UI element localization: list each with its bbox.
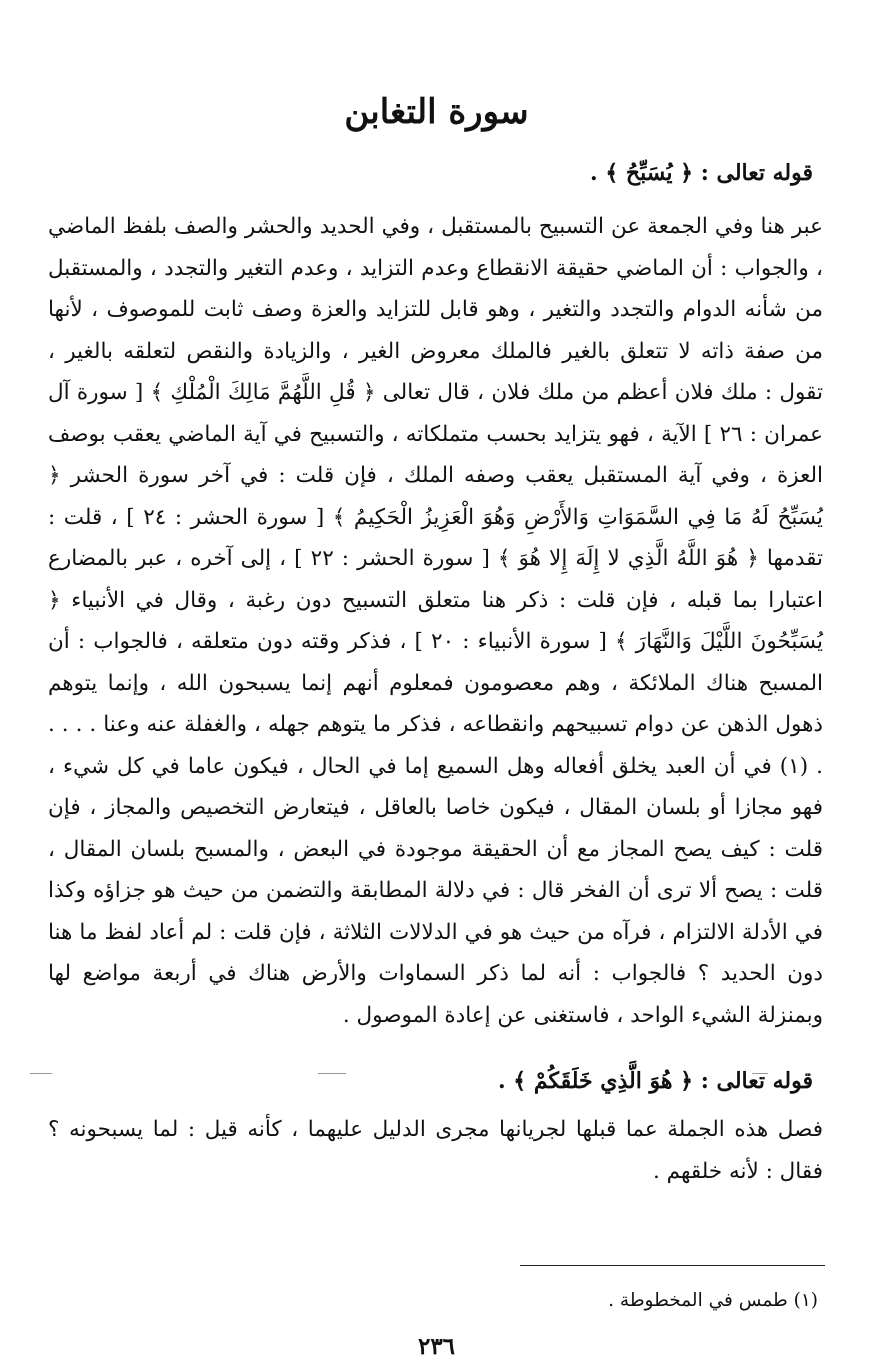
paragraph-text: عبر هنا وفي الجمعة عن التسبيح بالمستقبل ، وفي الحديد والحشر والصف بلفظ الماضي ، والجواب : أن الماضي حقيقة الانقطاع وعدم التزايد ، وعدم التغير والتجدد ، والمستقبل من شأنه الدوام والتجدد والتغير ، وهو قابل للتزايد والعزة وصف ثابت للموصوف ، لأنها من صفة ذاته لا تتعلق بالغير فالملك معروض الغير ، والزيادة والنقص لتعلقه بالغير ، تقول : ملك فلان أعظم من ملك فلان ، قال تعالى ﴿ قُلِ اللَّهُمَّ مَالِكَ الْمُلْكِ ﴾ [ سورة آل عمران : ٢٦ ] الآية ، فهو يتزايد بحسب متملكاته ، والتسبيح في آية الماضي يعقب بوصف العزة ، وفي آية المستقبل يعقب وصفه الملك ، فإن قلت : في آخر سورة الحشر ﴿ يُسَبِّحُ لَهُ مَا فِي السَّمَوَاتِ وَالأَرْضِ وَهُوَ الْعَزِيزُ الْحَكِيمُ ﴾ [ سورة الحشر : ٢٤ ] ، قلت : تقدمها ﴿ هُوَ اللَّهُ الَّذِي لا إِلَهَ إِلا هُوَ ﴾ [ سورة الحشر : ٢٢ ] ، إلى آخره ، عبر بالمضارع اعتبارا بما قبله ، فإن قلت : ذكر هنا متعلق التسبيح دون رغبة ، وقال في الأنبياء ﴿ يُسَبِّحُونَ اللَّيْلَ وَالنَّهَارَ ﴾ [ سورة الأنبياء : ٢٠ ] ، فذكر وقته دون متعلقه ، فالجواب : أن المسبح هناك الملائكة ، وهم معصومون فمعلوم أنهم إنما يسبحون الله ، وإنما يتوهم ذهول الذهن عن دوام تسبيحهم وانقطاعه ، فذكر ما يتوهم جهله ، والغفلة عنه وعنا . . . . . (١) في أن العبد يخلق أفعاله وهل السميع إما في الحال ، فيكون عاما في كل شيء ، فهو مجازا أو بلسان المقال ، فيكون خاصا بالعاقل ، فيتعارض التخصيص والمجاز ، فإن قلت : كيف يصح المجاز مع أن الحقيقة موجودة في البعض ، والمسبح بلسان المقال ، قلت : يصح ألا ترى أن الفخر قال : في دلالة المطابقة والتضمن من حيث هو جزاؤه وكذا في الأدلة الالتزام ، فرآه من حيث هو في الدلالات الثلاثة ، فإن قلت : لم أعاد لفظ ما هنا دون الحديد ؟ فالجواب : أنه لما ذكر السماوات والأرض هناك في أربعة مواضع لها وبمنزلة الشيء الواحد ، فاستغنى عن إعادة الموصول . [48, 214, 824, 1028]
verse-lead-yusabbihu: قوله تعالى : ﴿ يُسَبِّحُ ﴾ . [590, 160, 813, 186]
decorative-dash [30, 1073, 52, 1074]
page-number: ٢٣٦ [417, 1333, 456, 1360]
surah-title: سورة التغابن [344, 92, 529, 132]
paragraph-text: فصل هذه الجملة عما قبلها لجريانها مجرى الدليل عليهما ، كأنه قيل : لما يسبحونه ؟ فقال : لأنه خلقهم . [48, 1117, 823, 1184]
footnote-separator [520, 1265, 825, 1266]
commentary-paragraph-2 [48, 1109, 823, 1192]
decorative-dash [318, 1073, 346, 1074]
verse-lead-huwa-alladhi: قوله تعالى : ﴿ هُوَ الَّذِي خَلَقَكُمْ ﴾ . [497, 1068, 813, 1094]
commentary-paragraph-1 [48, 206, 823, 1036]
footnote: (١) طمس في المخطوطة . [608, 1290, 818, 1311]
